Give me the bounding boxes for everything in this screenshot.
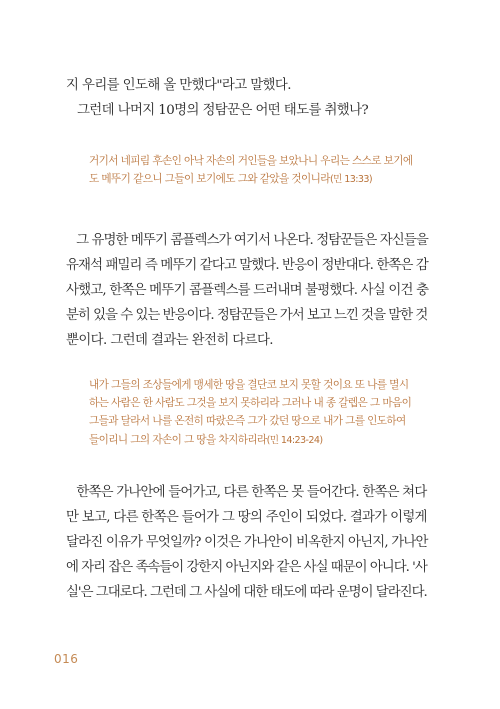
text-line: 에 자리 잡은 족속들이 강한지 아닌지와 같은 사실 때문이 아니다. '사 (66, 560, 427, 575)
quote-line: 내가 그들의 조상들에게 맹세한 땅을 결단코 보지 못할 것이요 또 나를 멸시 (89, 379, 409, 391)
text-line: 사했고, 한쪽은 메뚜기 콤플렉스를 드러내며 불평했다. 사실 이건 충 (66, 283, 429, 298)
text-line: 분히 있을 수 있는 반응이다. 정탐꾼들은 가서 보고 느낀 것을 말한 것 (66, 308, 428, 323)
quote-line: 그들과 달라서 나를 온전히 따랐은즉 그가 갔던 땅으로 내가 그를 인도하여 (89, 415, 406, 428)
quote-line (89, 170, 429, 189)
text-line: 만 보고, 다른 한쪽은 들어가 그 땅의 주인이 되었다. 결과가 이렇게 (66, 510, 427, 525)
quote-line (89, 431, 429, 450)
text-line: 그런데 나머지 10명의 정탐꾼은 어떤 태도를 취했나? (66, 103, 369, 118)
text-line: 달라진 이유가 무엇일까? 이것은 가나안이 비옥한지 아닌지, 가나안 (66, 535, 428, 550)
scripture-quote-1 (89, 152, 429, 189)
verse-reference: (민 14:23-24) (266, 434, 323, 446)
text-line: 실'은 그대로다. 그런데 그 사실에 대한 태도에 따라 운명이 달라진다. (66, 585, 427, 600)
middle-paragraph (66, 228, 428, 353)
text-line: 한쪽은 가나안에 들어가고, 다른 한쪽은 못 들어간다. 한쪽은 쳐다 (66, 485, 427, 500)
text-line: 그 유명한 메뚜기 콤플렉스가 여기서 나온다. 정탐꾼들은 자신들을 (66, 233, 428, 248)
text-line: 유재석 패밀리 즉 메뚜기 같다고 말했다. 반응이 정반대다. 한쪽은 감 (66, 258, 428, 273)
closing-paragraph (66, 480, 428, 605)
text-line: 지 우리를 인도해 올 만했다"라고 말했다. (66, 78, 291, 93)
quote-line: 하는 사람은 한 사람도 그것을 보지 못하리라 그러나 내 종 갈렙은 그 마음이 (89, 397, 412, 410)
quote-line-text: 들이리니 그의 자손이 그 땅을 차지하리라 (89, 433, 267, 446)
text-line: 뿐이다. 그런데 결과는 완전히 다르다. (66, 333, 273, 348)
quote-line: 거기서 네피림 후손인 아낙 자손의 거인들을 보았나니 우리는 스스로 보기에 (89, 155, 413, 167)
quote-line-text: 도 메뚜기 같으니 그들이 보기에도 그와 같았을 것이니라 (89, 173, 330, 186)
page-number: 016 (54, 652, 79, 666)
verse-reference: (민 13:33) (329, 174, 373, 186)
scripture-quote-2 (89, 376, 429, 450)
opening-paragraph (66, 73, 428, 123)
